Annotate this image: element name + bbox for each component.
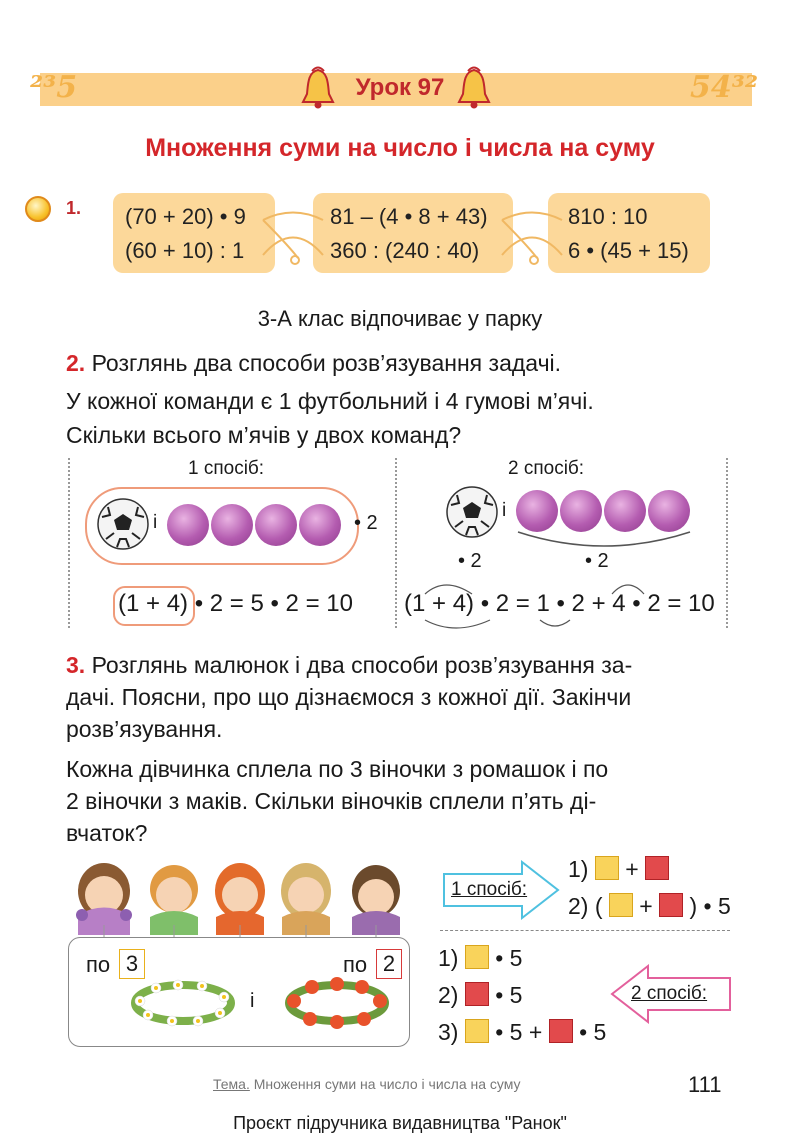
way-2-step — [438, 982, 522, 1009]
po-label: по — [86, 952, 111, 977]
way-1-formula — [118, 590, 353, 618]
exercise-3-intro-line — [66, 648, 736, 682]
publisher-note: Проєкт підручника видавництва "Ранок" — [233, 1113, 567, 1133]
purple-ball-icon — [299, 504, 341, 546]
way-2-arrow-label: 2 спосіб: — [631, 983, 708, 1004]
and-word: і — [153, 512, 158, 533]
exercise-2-problem-line: У кожної команди є 1 футбольний і 4 гумові м’ячі. — [66, 388, 594, 414]
plus-sign: + — [639, 893, 653, 919]
times-two-label: • 2 — [585, 550, 609, 572]
girls-illustration — [70, 855, 410, 935]
exercise-3-problem-line: 2 віночки з маків. Скільки віночків сплели п’ять ді- — [66, 788, 597, 814]
ribbon-icon — [258, 200, 328, 270]
times-two-label: • 2 — [354, 512, 378, 534]
purple-ball-icon — [604, 490, 646, 532]
yellow-square-icon — [609, 893, 633, 917]
step-number: 3) — [438, 1019, 459, 1045]
exercise-3-problem-line: Кожна дівчинка сплела по 3 віночки з ромашок і по — [66, 756, 609, 782]
soccer-ball-icon — [96, 497, 150, 551]
page-subtitle: Множення суми на число і числа на суму — [145, 134, 655, 162]
lesson-title: Урок 97 — [355, 74, 445, 101]
ribbon-icon — [497, 200, 567, 270]
exercise-3-intro-text: Розглянь малюнок і два способи розв’язування за- — [91, 652, 633, 678]
exercise-2-intro — [66, 346, 561, 380]
purple-ball-icon — [167, 504, 209, 546]
way-2-formula: (1 + 4) • 2 = 1 • 2 + 4 • 2 = 10 — [404, 590, 715, 617]
exercise-3-intro-line: дачі. Поясни, про що дізнаємося з кожної дії. Закінчи — [66, 684, 632, 710]
exercise-3-number: 3. — [66, 652, 86, 678]
red-square-icon — [645, 856, 669, 880]
yellow-square-icon — [595, 856, 619, 880]
expression: (70 + 20) • 9 — [125, 204, 246, 229]
expression: 6 • (45 + 15) — [568, 238, 689, 263]
purple-ball-icon — [516, 490, 558, 532]
page-number: 111 — [688, 1072, 722, 1097]
divider — [68, 458, 70, 628]
header-decoration-right: 54³² — [690, 70, 759, 105]
times-five: • 5 — [495, 1019, 523, 1045]
way-2-step — [438, 945, 522, 972]
purple-ball-icon — [211, 504, 253, 546]
red-square-icon — [465, 982, 489, 1006]
exercise-1-number: 1. — [66, 198, 82, 218]
times-five: • 5 — [495, 945, 523, 971]
park-caption: 3-А клас відпочиває у парку — [257, 306, 543, 331]
and-word: і — [250, 990, 255, 1012]
expression: 810 : 10 — [568, 204, 648, 229]
red-square-icon — [549, 1019, 573, 1043]
expression: (60 + 10) : 1 — [125, 238, 245, 263]
exercise-2-problem-line: Скільки всього м’ячів у двох команд? — [66, 422, 462, 448]
and-word: і — [502, 500, 507, 521]
expression: 360 : (240 : 40) — [330, 238, 480, 263]
step-number: 2) ( — [568, 893, 603, 919]
footer-topic-label: Тема. — [213, 1076, 250, 1092]
times-five: • 5 — [579, 1019, 607, 1045]
plus-sign: + — [625, 856, 639, 882]
divider — [395, 458, 397, 628]
purple-ball-icon — [255, 504, 297, 546]
step-number: 1) — [438, 945, 459, 971]
soccer-ball-icon — [445, 485, 499, 539]
way-1-formula-rest: • 2 = 5 • 2 = 10 — [194, 590, 353, 617]
way-1-formula-paren: (1 + 4) — [118, 590, 189, 617]
exercise-3-problem-line: вчаток? — [66, 820, 148, 846]
step-number: 2) — [438, 982, 459, 1008]
times-five: ) • 5 — [689, 893, 731, 919]
step-number: 1) — [568, 856, 589, 882]
daisy-wreath-icon — [128, 975, 238, 1031]
way-1-step — [568, 856, 669, 883]
times-two-label: • 2 — [458, 550, 482, 572]
poppy-count-box: 2 — [376, 949, 402, 979]
way-1-label: 1 спосіб: — [188, 458, 265, 479]
yellow-square-icon — [465, 1019, 489, 1043]
brace-icon — [516, 530, 692, 552]
way-2-step — [438, 1019, 606, 1046]
purple-ball-icon — [560, 490, 602, 532]
expression: 81 – (4 • 8 + 43) — [330, 204, 488, 229]
red-square-icon — [659, 893, 683, 917]
po-label: по — [343, 952, 368, 977]
way-1-arrow-label: 1 спосіб: — [451, 879, 528, 900]
exercise-3-intro-line: розв’язування. — [66, 716, 223, 742]
times-five: • 5 — [495, 982, 523, 1008]
plus-sign: + — [528, 1019, 543, 1045]
exercise-2-number: 2. — [66, 350, 86, 376]
yellow-square-icon — [465, 945, 489, 969]
exercise-marker-icon — [25, 196, 51, 222]
poppy-wreath-icon — [282, 975, 392, 1031]
way-1-step — [568, 893, 731, 920]
footer-topic — [213, 1076, 521, 1092]
footer-topic-text: Множення суми на число і числа на суму — [253, 1076, 521, 1092]
way-2-label: 2 спосіб: — [508, 458, 585, 479]
purple-ball-icon — [648, 490, 690, 532]
daisy-count-box: 3 — [119, 949, 145, 979]
divider — [440, 930, 730, 931]
header-decoration-left: ²³5 — [30, 70, 78, 105]
exercise-2-intro-text: Розглянь два способи розв’язування задачі. — [91, 350, 562, 376]
